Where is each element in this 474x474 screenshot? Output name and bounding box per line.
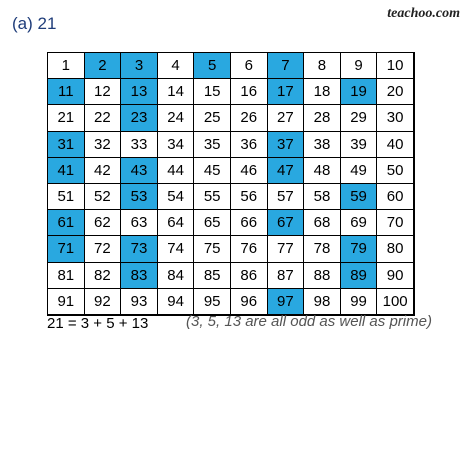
number-cell: 99 bbox=[341, 289, 378, 315]
number-cell: 77 bbox=[268, 236, 305, 262]
number-cell: 29 bbox=[341, 105, 378, 131]
number-cell: 98 bbox=[304, 289, 341, 315]
number-cell: 50 bbox=[377, 158, 414, 184]
prime-cell: 41 bbox=[48, 158, 85, 184]
number-cell: 40 bbox=[377, 132, 414, 158]
number-cell: 82 bbox=[85, 263, 122, 289]
heading: (a) 21 bbox=[12, 14, 57, 33]
prime-cell: 89 bbox=[341, 263, 378, 289]
number-cell: 46 bbox=[231, 158, 268, 184]
number-cell: 70 bbox=[377, 210, 414, 236]
number-cell: 91 bbox=[48, 289, 85, 315]
prime-cell: 59 bbox=[341, 184, 378, 210]
prime-cell: 67 bbox=[268, 210, 305, 236]
number-cell: 52 bbox=[85, 184, 122, 210]
prime-cell: 17 bbox=[268, 79, 305, 105]
number-cell: 90 bbox=[377, 263, 414, 289]
number-cell: 96 bbox=[231, 289, 268, 315]
number-cell: 16 bbox=[231, 79, 268, 105]
number-cell: 18 bbox=[304, 79, 341, 105]
prime-cell: 73 bbox=[121, 236, 158, 262]
number-cell: 44 bbox=[158, 158, 195, 184]
number-cell: 45 bbox=[194, 158, 231, 184]
number-cell: 28 bbox=[304, 105, 341, 131]
number-cell: 72 bbox=[85, 236, 122, 262]
number-cell: 9 bbox=[341, 53, 378, 79]
prime-cell: 83 bbox=[121, 263, 158, 289]
prime-cell: 43 bbox=[121, 158, 158, 184]
number-cell: 74 bbox=[158, 236, 195, 262]
number-cell: 14 bbox=[158, 79, 195, 105]
prime-cell: 61 bbox=[48, 210, 85, 236]
prime-cell: 31 bbox=[48, 132, 85, 158]
number-cell: 26 bbox=[231, 105, 268, 131]
prime-cell: 11 bbox=[48, 79, 85, 105]
number-cell: 27 bbox=[268, 105, 305, 131]
number-cell: 64 bbox=[158, 210, 195, 236]
prime-cell: 53 bbox=[121, 184, 158, 210]
prime-cell: 37 bbox=[268, 132, 305, 158]
number-cell: 38 bbox=[304, 132, 341, 158]
number-cell: 39 bbox=[341, 132, 378, 158]
number-cell: 51 bbox=[48, 184, 85, 210]
number-cell: 66 bbox=[231, 210, 268, 236]
number-cell: 62 bbox=[85, 210, 122, 236]
number-cell: 49 bbox=[341, 158, 378, 184]
prime-cell: 47 bbox=[268, 158, 305, 184]
brand-logo: teachoo.com bbox=[387, 6, 460, 21]
number-cell: 42 bbox=[85, 158, 122, 184]
prime-cell: 71 bbox=[48, 236, 85, 262]
number-cell: 1 bbox=[48, 53, 85, 79]
number-cell: 56 bbox=[231, 184, 268, 210]
number-cell: 25 bbox=[194, 105, 231, 131]
prime-cell: 79 bbox=[341, 236, 378, 262]
note: (3, 5, 13 are all odd as well as prime) bbox=[186, 313, 432, 330]
number-grid bbox=[47, 52, 415, 316]
number-cell: 84 bbox=[158, 263, 195, 289]
number-cell: 54 bbox=[158, 184, 195, 210]
number-cell: 10 bbox=[377, 53, 414, 79]
number-cell: 76 bbox=[231, 236, 268, 262]
equation: 21 = 3 + 5 + 13 bbox=[47, 315, 149, 332]
number-cell: 22 bbox=[85, 105, 122, 131]
number-cell: 35 bbox=[194, 132, 231, 158]
number-cell: 6 bbox=[231, 53, 268, 79]
number-cell: 65 bbox=[194, 210, 231, 236]
number-cell: 78 bbox=[304, 236, 341, 262]
number-cell: 87 bbox=[268, 263, 305, 289]
number-cell: 21 bbox=[48, 105, 85, 131]
number-cell: 32 bbox=[85, 132, 122, 158]
number-cell: 75 bbox=[194, 236, 231, 262]
number-cell: 68 bbox=[304, 210, 341, 236]
number-cell: 4 bbox=[158, 53, 195, 79]
number-cell: 48 bbox=[304, 158, 341, 184]
number-cell: 94 bbox=[158, 289, 195, 315]
number-cell: 63 bbox=[121, 210, 158, 236]
number-cell: 81 bbox=[48, 263, 85, 289]
number-cell: 100 bbox=[377, 289, 414, 315]
number-cell: 24 bbox=[158, 105, 195, 131]
prime-cell: 2 bbox=[85, 53, 122, 79]
prime-cell: 23 bbox=[121, 105, 158, 131]
number-cell: 92 bbox=[85, 289, 122, 315]
number-cell: 60 bbox=[377, 184, 414, 210]
number-cell: 88 bbox=[304, 263, 341, 289]
number-cell: 12 bbox=[85, 79, 122, 105]
number-cell: 55 bbox=[194, 184, 231, 210]
number-cell: 15 bbox=[194, 79, 231, 105]
prime-cell: 7 bbox=[268, 53, 305, 79]
number-cell: 57 bbox=[268, 184, 305, 210]
number-cell: 33 bbox=[121, 132, 158, 158]
number-cell: 20 bbox=[377, 79, 414, 105]
number-cell: 8 bbox=[304, 53, 341, 79]
prime-cell: 3 bbox=[121, 53, 158, 79]
number-cell: 86 bbox=[231, 263, 268, 289]
number-cell: 80 bbox=[377, 236, 414, 262]
number-cell: 34 bbox=[158, 132, 195, 158]
number-cell: 36 bbox=[231, 132, 268, 158]
prime-cell: 97 bbox=[268, 289, 305, 315]
number-cell: 58 bbox=[304, 184, 341, 210]
number-cell: 30 bbox=[377, 105, 414, 131]
number-cell: 69 bbox=[341, 210, 378, 236]
prime-cell: 5 bbox=[194, 53, 231, 79]
number-cell: 95 bbox=[194, 289, 231, 315]
number-cell: 93 bbox=[121, 289, 158, 315]
prime-cell: 13 bbox=[121, 79, 158, 105]
number-cell: 85 bbox=[194, 263, 231, 289]
prime-cell: 19 bbox=[341, 79, 378, 105]
